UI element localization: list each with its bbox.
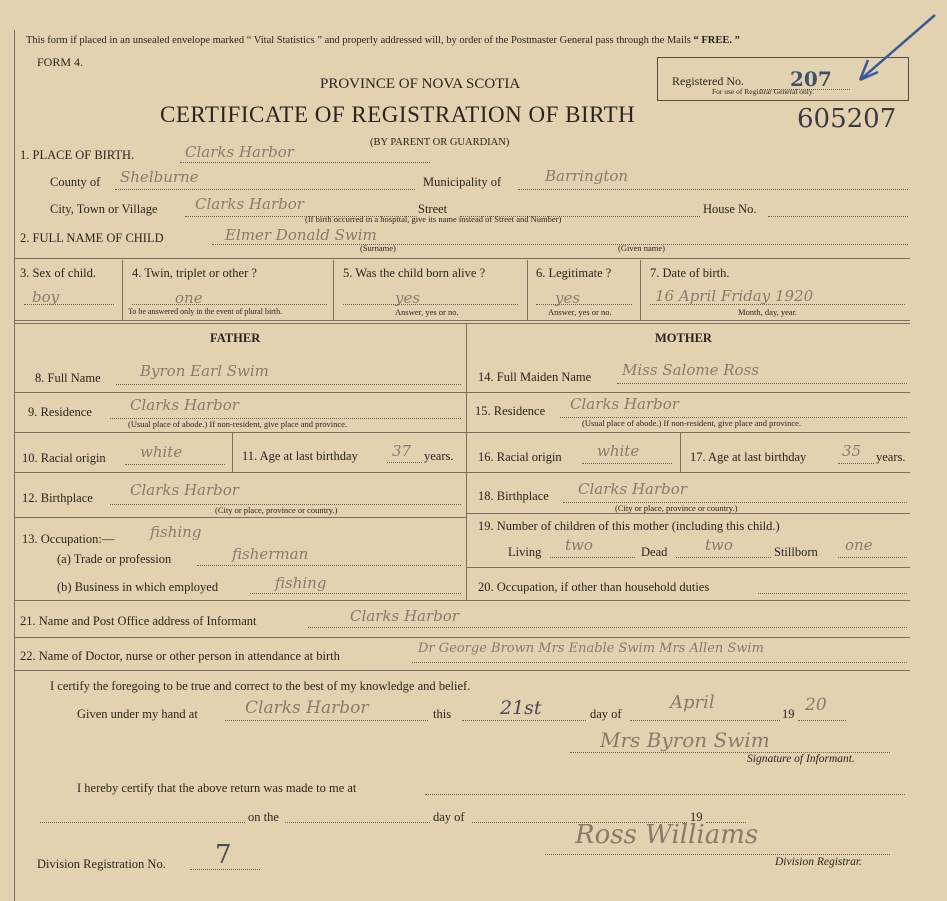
alive-value: yes xyxy=(395,289,421,307)
father-race-label: 10. Racial origin xyxy=(22,451,106,465)
father-age-value: 37 xyxy=(392,442,412,460)
father-name-line xyxy=(116,384,461,385)
row-rule xyxy=(14,517,466,518)
mother-heading: MOTHER xyxy=(655,331,712,345)
registrar-signature: Ross Williams xyxy=(575,820,759,850)
divider xyxy=(527,260,528,320)
mother-name-label: 14. Full Maiden Name xyxy=(478,370,592,384)
house-line xyxy=(768,216,908,217)
doctor-line xyxy=(412,662,907,663)
city-label: City, Town or Village xyxy=(50,202,158,216)
registrar-day-of-label: day of xyxy=(433,810,465,824)
father-occupation-label: 13. Occupation:— xyxy=(22,532,115,546)
child-name-value: Elmer Donald Swim xyxy=(225,226,377,244)
county-value: Shelburne xyxy=(120,168,199,186)
father-name-label: 8. Full Name xyxy=(35,371,101,385)
province-heading: PROVINCE OF NOVA SCOTIA xyxy=(320,76,521,92)
mother-race-line xyxy=(582,463,672,464)
row3-bottom-rule xyxy=(14,320,910,321)
day-line xyxy=(462,720,586,721)
division-label: Division Registration No. xyxy=(37,857,166,871)
child-name-label: 2. FULL NAME OF CHILD xyxy=(20,231,164,245)
stillborn-label: Stillborn xyxy=(774,545,818,559)
registrar-day-line xyxy=(285,822,430,823)
page-subtitle: (BY PARENT OR GUARDIAN) xyxy=(370,137,510,148)
mail-note: This form if placed in an unsealed envelope marked “ Vital Statistics ” and properly addressed will, by order of the Postmaster General pass through the Mails “ FREE. ” xyxy=(26,35,740,46)
county-label: County of xyxy=(50,175,101,189)
trade-line xyxy=(197,565,461,566)
father-residence-value: Clarks Harbor xyxy=(130,396,239,414)
date-note: Month, day, year. xyxy=(738,307,798,317)
informant-value: Clarks Harbor xyxy=(350,607,459,625)
mother-residence-note: (Usual place of abode.) If non-resident, give place and province. xyxy=(582,418,802,428)
mother-years: years. xyxy=(876,450,906,464)
on-the-label: on the xyxy=(248,810,279,824)
mother-age-label: 17. Age at last birthday xyxy=(690,450,807,464)
sex-value: boy xyxy=(32,288,60,306)
father-age-label: 11. Age at last birthday xyxy=(242,449,358,463)
county-line xyxy=(115,189,415,190)
legitimate-value: yes xyxy=(555,289,581,307)
day-of-label: day of xyxy=(590,707,622,721)
given-place-line xyxy=(225,720,428,721)
registrar-place-line xyxy=(425,794,905,795)
divider xyxy=(640,260,641,320)
row-rule xyxy=(14,432,466,433)
section-rule xyxy=(14,600,910,601)
this-label: this xyxy=(433,707,452,721)
registrar-blank-line xyxy=(40,822,245,823)
mother-occupation-line xyxy=(758,593,907,594)
living-value: two xyxy=(565,536,593,554)
father-race-value: white xyxy=(140,443,183,461)
mother-race-label: 16. Racial origin xyxy=(478,450,562,464)
city-value: Clarks Harbor xyxy=(195,195,304,213)
twin-line xyxy=(132,304,327,305)
registrar-signature-line xyxy=(545,854,890,855)
mother-occupation-label: 20. Occupation, if other than household duties xyxy=(478,580,710,594)
row-rule xyxy=(466,432,910,433)
living-label: Living xyxy=(508,545,542,559)
alive-label: 5. Was the child born alive ? xyxy=(343,266,486,280)
hospital-note: (If birth occurred in a hospital, give its name instead of Street and Number) xyxy=(305,214,562,224)
mother-residence-value: Clarks Harbor xyxy=(570,395,679,413)
year-prefix: 19 xyxy=(782,707,795,721)
row-rule xyxy=(14,472,466,473)
mother-birthplace-label: 18. Birthplace xyxy=(478,489,549,503)
dead-label: Dead xyxy=(641,545,668,559)
alive-note: Answer, yes or no. xyxy=(395,307,459,317)
father-birthplace-value: Clarks Harbor xyxy=(130,481,239,499)
twin-label: 4. Twin, triplet or other ? xyxy=(132,266,257,280)
stillborn-value: one xyxy=(845,536,873,554)
row-rule xyxy=(466,392,910,393)
informant-label: 21. Name and Post Office address of Informant xyxy=(20,614,257,628)
legitimate-label: 6. Legitimate ? xyxy=(536,266,612,280)
month-line xyxy=(630,720,780,721)
day-value: 21st xyxy=(500,697,542,719)
mother-age-value: 35 xyxy=(842,442,862,460)
business-line xyxy=(250,593,461,594)
father-heading: FATHER xyxy=(210,331,261,345)
father-occupation-value: fishing xyxy=(150,523,202,541)
given-place-value: Clarks Harbor xyxy=(245,698,369,718)
municipality-label: Municipality of xyxy=(423,175,502,189)
informant-line xyxy=(308,627,907,628)
surname-note: (Surname) xyxy=(360,243,396,253)
certify-text: I certify the foregoing to be true and correct to the best of my knowledge and belief. xyxy=(50,679,471,693)
place-of-birth-label: 1. PLACE OF BIRTH. xyxy=(20,148,135,162)
legitimate-note: Answer, yes or no. xyxy=(548,307,612,317)
mother-birthplace-value: Clarks Harbor xyxy=(578,480,687,498)
given-label: Given under my hand at xyxy=(77,707,198,721)
place-line xyxy=(180,162,430,163)
twin-value: one xyxy=(175,289,203,307)
business-value: fishing xyxy=(275,574,327,592)
sex-label: 3. Sex of child. xyxy=(20,266,97,280)
row-rule xyxy=(14,392,466,393)
father-residence-label: 9. Residence xyxy=(28,405,92,419)
registrar-text: I hereby certify that the above return was made to me at xyxy=(77,781,357,795)
margin-line xyxy=(14,30,15,901)
doctor-label: 22. Name of Doctor, nurse or other person in attendance at birth xyxy=(20,649,340,663)
year-line xyxy=(798,720,846,721)
divider xyxy=(333,260,334,320)
legitimate-line xyxy=(536,304,632,305)
dead-line xyxy=(676,557,771,558)
page-title: CERTIFICATE OF REGISTRATION OF BIRTH xyxy=(160,102,636,127)
father-name-value: Byron Earl Swim xyxy=(140,362,269,380)
registered-label: Registered No. xyxy=(672,74,744,88)
row-rule xyxy=(14,637,910,638)
house-label: House No. xyxy=(703,202,757,216)
twin-note: To be answered only in the event of plural birth. xyxy=(128,307,283,316)
registrar-year-prefix: 19 xyxy=(690,810,703,824)
month-value: April xyxy=(670,692,715,713)
date-value: 16 April Friday 1920 xyxy=(655,287,814,305)
given-name-note: (Given name) xyxy=(618,243,665,253)
father-race-line xyxy=(125,464,225,465)
stamp-number: 605207 xyxy=(797,104,897,134)
mother-name-line xyxy=(617,383,907,384)
registrar-use-note: For use of Registrar General only. xyxy=(712,87,814,96)
trade-value: fisherman xyxy=(232,545,309,563)
child-name-line xyxy=(212,244,908,245)
mother-residence-label: 15. Residence xyxy=(475,404,546,418)
row3-top-rule xyxy=(14,258,910,259)
father-birthplace-label: 12. Birthplace xyxy=(22,491,93,505)
row-rule xyxy=(466,513,910,514)
mother-name-value: Miss Salome Ross xyxy=(622,361,759,379)
registrar-label: Division Registrar. xyxy=(775,856,862,868)
section-rule xyxy=(14,670,910,671)
municipality-line xyxy=(518,189,908,190)
living-line xyxy=(550,557,635,558)
divider xyxy=(122,260,123,320)
trade-label: (a) Trade or profession xyxy=(57,552,172,566)
children-label: 19. Number of children of this mother (including this child.) xyxy=(478,519,780,533)
father-residence-note: (Usual place of abode.) If non-resident, give place and province. xyxy=(128,419,348,429)
registered-value: 207 xyxy=(790,67,832,91)
date-label: 7. Date of birth. xyxy=(650,266,730,280)
alive-line xyxy=(343,304,518,305)
street-label: Street xyxy=(418,202,448,216)
year-value: 20 xyxy=(805,695,827,715)
row-rule xyxy=(466,567,910,568)
dead-value: two xyxy=(705,536,733,554)
father-years: years. xyxy=(424,449,454,463)
division-value: 7 xyxy=(215,840,232,870)
municipality-value: Barrington xyxy=(545,167,629,185)
check-mark-icon xyxy=(840,10,940,90)
section-rule xyxy=(14,323,910,324)
divider xyxy=(680,432,681,472)
mother-race-value: white xyxy=(597,442,640,460)
row-rule xyxy=(466,472,910,473)
business-label: (b) Business in which employed xyxy=(57,580,219,594)
informant-signature: Mrs Byron Swim xyxy=(600,728,770,752)
divider xyxy=(232,432,233,472)
stillborn-line xyxy=(838,557,907,558)
father-age-line xyxy=(387,462,422,463)
form-number: FORM 4. xyxy=(37,55,84,69)
mother-birthplace-note: (City or place, province or country.) xyxy=(615,503,738,513)
father-birthplace-note: (City or place, province or country.) xyxy=(215,505,338,515)
informant-signature-label: Signature of Informant. xyxy=(747,753,855,765)
mother-age-line xyxy=(838,463,874,464)
parent-divider xyxy=(466,323,467,600)
doctor-value: Dr George Brown Mrs Enable Swim Mrs Allen Swim xyxy=(418,641,764,656)
place-of-birth-value: Clarks Harbor xyxy=(185,143,294,161)
